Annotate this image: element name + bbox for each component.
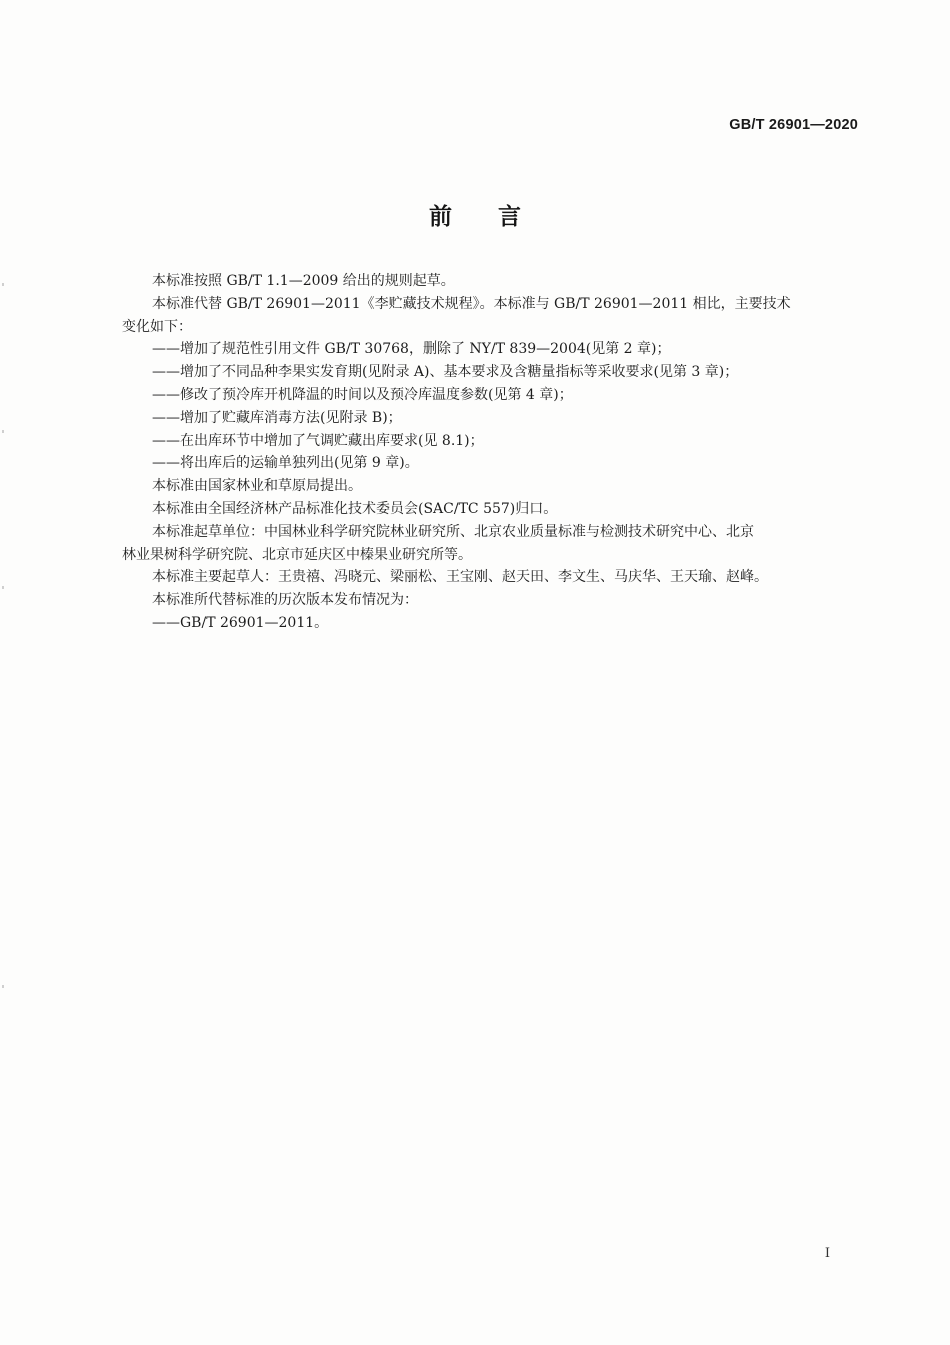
- foreword-body: [122, 270, 858, 635]
- paragraph-drafting-rule: 本标准按照 GB/T 1.1—2009 给出的规则起草。: [152, 273, 455, 289]
- change-item: ——增加了不同品种李果实发育期(见附录 A)、基本要求及含糖量指标等采收要求(见第 3 章)；: [152, 364, 739, 381]
- paragraph-drafting-units-line1: 本标准起草单位：中国林业科学研究院林业研究所、北京农业质量标准与检测技术研究中心、北京: [152, 523, 754, 540]
- page-number: I: [824, 1246, 830, 1261]
- paragraph-committee: 本标准由全国经济林产品标准化技术委员会(SAC/TC 557)归口。: [152, 500, 558, 517]
- scan-edge-mark: [2, 283, 4, 286]
- paragraph-history-intro: 本标准所代替标准的历次版本发布情况为：: [152, 592, 418, 609]
- standard-number: GB/T 26901—2020: [729, 117, 858, 133]
- page-title: 前言: [429, 204, 567, 230]
- scan-edge-mark: [2, 430, 4, 433]
- paragraph-drafting-units-line2: 林业果树科学研究院、北京市延庆区中榛果业研究所等。: [122, 546, 472, 563]
- change-item: ——修改了预冷库开机降温的时间以及预冷库温度参数(见第 4 章)；: [152, 386, 573, 403]
- paragraph-proposer: 本标准由国家林业和草原局提出。: [152, 478, 362, 495]
- paragraph-replacement-line2: 变化如下：: [122, 318, 192, 335]
- change-item: ——增加了规范性引用文件 GB/T 30768，删除了 NY/T 839—2004(见第 2 章)；: [152, 341, 671, 358]
- scan-edge-mark: [2, 586, 4, 589]
- paragraph-replacement-line1: 本标准代替 GB/T 26901—2011《李贮藏技术规程》。本标准与 GB/T 26901—2011 相比，主要技术: [152, 295, 791, 312]
- change-item: ——增加了贮藏库消毒方法(见附录 B)；: [152, 409, 402, 426]
- change-item: ——在出库环节中增加了气调贮藏出库要求(见 8.1)；: [152, 432, 484, 449]
- paragraph-drafters: 本标准主要起草人：王贵禧、冯晓元、梁丽松、王宝刚、赵天田、李文生、马庆华、王天瑜、赵峰。: [152, 569, 768, 586]
- history-item: ——GB/T 26901—2011。: [152, 614, 329, 631]
- scan-edge-mark: [2, 985, 4, 988]
- change-item: ——将出库后的运输单独列出(见第 9 章)。: [152, 455, 419, 472]
